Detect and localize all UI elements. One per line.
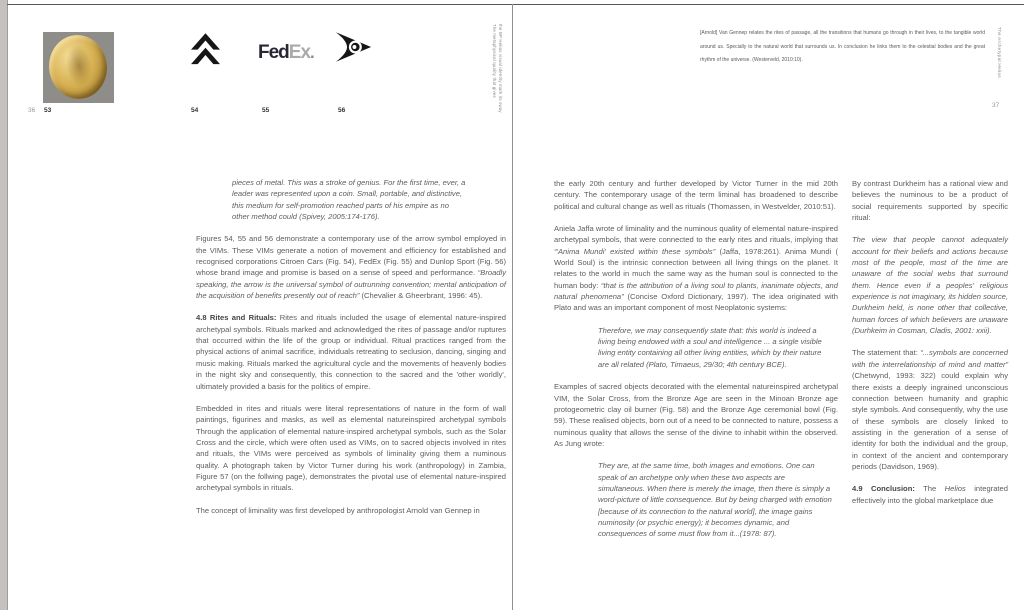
paragraph: 4.8 Rites and Rituals: Rites and rituals included the usage of elemental nature-inspired archetypal symbols. Rituals marked and acknowledged the rites of passage and/or ruptures that occurred within the life of the group or individual. Ritual practices ranged from the physical actions of animal sacrifice, individuals retreating to seclusion, dancing, singing and music making. Rituals marked the agricultural cycle and the movements of heavenly bodies in the night sky and consequently, this connection to the sacred and the 'other worldly', ultimately provided a basis for the politics of empire. xyxy=(196,313,506,391)
figure-label-55: 55 xyxy=(262,107,270,114)
figure-55-fedex-logo xyxy=(258,43,315,62)
figure-label-53: 53 xyxy=(44,107,52,114)
page-divider xyxy=(512,4,513,610)
left-edge-strip xyxy=(0,0,8,610)
figure-56-dunlop-flying-d-icon xyxy=(335,31,372,63)
paragraph: The concept of liminality was first developed by anthropologist Arnold van Gennep in xyxy=(196,505,480,515)
fedex-fed-text: Fed xyxy=(258,42,289,63)
right-page-middle-column xyxy=(554,178,838,551)
blockquote: Therefore, we may consequently state that: this world is indeed a living being endowed with a soul and intelligence ... a single visible living entity containing all other living entities, which by their nature are all related (Plato, Timaeus, 29/30; 4th century BCE). xyxy=(598,325,822,369)
figure-label-54: 54 xyxy=(191,107,199,114)
paragraph: Examples of sacred objects decorated with the elemental natureinspired archetypal VIM, the Solar Cross, from the Bronze Age are seen in the Minoan Bronze age protogeometric clay oil burner (Fig. 58) and the Bronze Age ceremonial bowl (Fig. 59). These realised objects, born out of a need to be connected to nature, possess a numinous quality that allows the sense of the divine to inhabit within the observed. As Jung wrote: xyxy=(554,382,838,448)
figure-54-citroen-chevrons-icon xyxy=(191,33,220,65)
paragraph: 4.9 Conclusion: The Helios integrated effectively into the global marketplace due xyxy=(852,484,1008,505)
figure-label-56: 56 xyxy=(338,107,346,114)
paragraph: By contrast Durkheim has a rational view and believes the numinous to be a product of social requirements supported by specific ritual: xyxy=(852,179,1008,223)
fedex-ex-text: Ex xyxy=(288,42,311,63)
paragraph: Figures 54, 55 and 56 demonstrate a contemporary use of the arrow symbol employed in the VIMs. These VIMs generate a notion of movement and efficiency for established and recognised corporations Citroen Cars (Fig. 54), FedEx (Fig. 55) and Dunlop Sport (Fig. 56) whose brand image and promise is based on a sense of speed and performance. “Broadly speaking, the arrow is the universal symbol of outrunning convention; mental anticipation of the acquisition of benefits presently out of reach” (Chevalier & Gheerbrant, 1996: 45). xyxy=(196,234,506,301)
figure-53-coin-image xyxy=(43,32,114,103)
paragraph: Embedded in rites and rituals were literal representations of nature in the form of wall paintings, figurines and masks, as well as elemental natureinspired archetypal symbols Through the application of elemental nature-inspired archetypal symbols, such as the Solar Cross and the circle, which were often used as VIMs, on to sacred objects involved in rites and rituals, the VIMs were perceived as symbols of liminality giving them a numinous quality. A photograph taken by Victor Turner during his work (anthropology) in Zambia, Figure 57 (on the follwing page), demonstrates the pivotal use of elemental nature-inspired archetypal symbols in rituals. xyxy=(196,403,506,493)
paragraph: Aniela Jaffa wrote of liminality and the numinous quality of elemental nature-inspired archetypal symbols, that were connected to the early rites and rituals, implying that “'Anima Mundi' existed within these symbols” (Jaffa, 1978:261). Anima Mundi ( World Soul) is the intrinsic connection between all living things on the planet. It relates to the world in much the same way as the human soul is connected to the human body: “that is the attribution of a living soul to plants, inanimate objects, and natural phenomena” (Concise Oxford Dictionary, 1997). The idea originated with Plato and was an important component of most Neoplatonic systems: xyxy=(554,224,839,313)
right-page-right-column xyxy=(852,178,1008,517)
blockquote: They are, at the same time, both images and emotions. One can speak of an archetype only when these two aspects are simultaneous. When there is merely the image, then there is simply a word-picture of little consequence. But by being charged with emotion [because of its connection to the natural world], the image gains numinosity (or psychic energy); it becomes dynamic, and consequences of some must flow from it...(1978: 87). xyxy=(598,461,832,539)
blockquote: The view that people cannot adequately account for their beliefs and actions because most of the people, most of the time are unaware of the social webs that surround them. Hence even if a peoples' religious experience is not imaginary, its hidden source, Durkheim held, is none other that collective, human forces of which believers are unaware (Durhkeim in Cosman, Cladis, 2001: xxii). xyxy=(852,235,1008,336)
fedex-dot: . xyxy=(310,43,315,62)
margin-note-right: The Archetypal Helios xyxy=(997,27,1002,78)
header-quote: [Arnold] Van Gennep relates the rites of passage, all the transitions that humans go through in their lives, to the tangible world around us. Specially to the natural world that surrounds us. In conclusion he links them to the celestial bodies and the great rhythm of the universe. (Westerveld, 2010:10). xyxy=(700,30,985,63)
margin-note-left xyxy=(491,24,503,174)
gold-coin-icon xyxy=(45,32,110,102)
top-rule xyxy=(7,4,1024,5)
page-number-left: 36 xyxy=(28,107,36,114)
paragraph: The statement that: “...symbols are concerned with the interrelationship of mind and matter” (Chetwynd, 1993: 322) could explain why there exists a deeply ingrained unconscious connection between humanity and graphic style symbols. And consequently, why the use of these symbols are closely linked to assisting in the generation of a sense of identity for both the individual and the group, in context of the ancient and contemporary periods (Davidson, 1969). xyxy=(852,348,1008,471)
paragraph: the early 20th century and further developed by Victor Turner in the mid 20th century. The contemporary usage of the term liminal has broadened to describe political and cultural change as well as rituals (Thomassen, in Westvelder, 2010:51). xyxy=(554,179,838,211)
margin-note-line: The metaphysical quality that gives xyxy=(492,24,497,98)
left-page-text-column xyxy=(196,177,506,527)
margin-note-line: the BP Helios visual identity mark its sway xyxy=(498,24,503,113)
blockquote: pieces of metal. This was a stroke of genius. For the first time, ever, a leader was represented upon a coin. Small, portable, and distinctive, this medium for self-promotion reached parts of his empire as no other method could (Spivey, 2005:174-176). xyxy=(232,178,466,222)
page-number-right: 37 xyxy=(992,102,1000,109)
